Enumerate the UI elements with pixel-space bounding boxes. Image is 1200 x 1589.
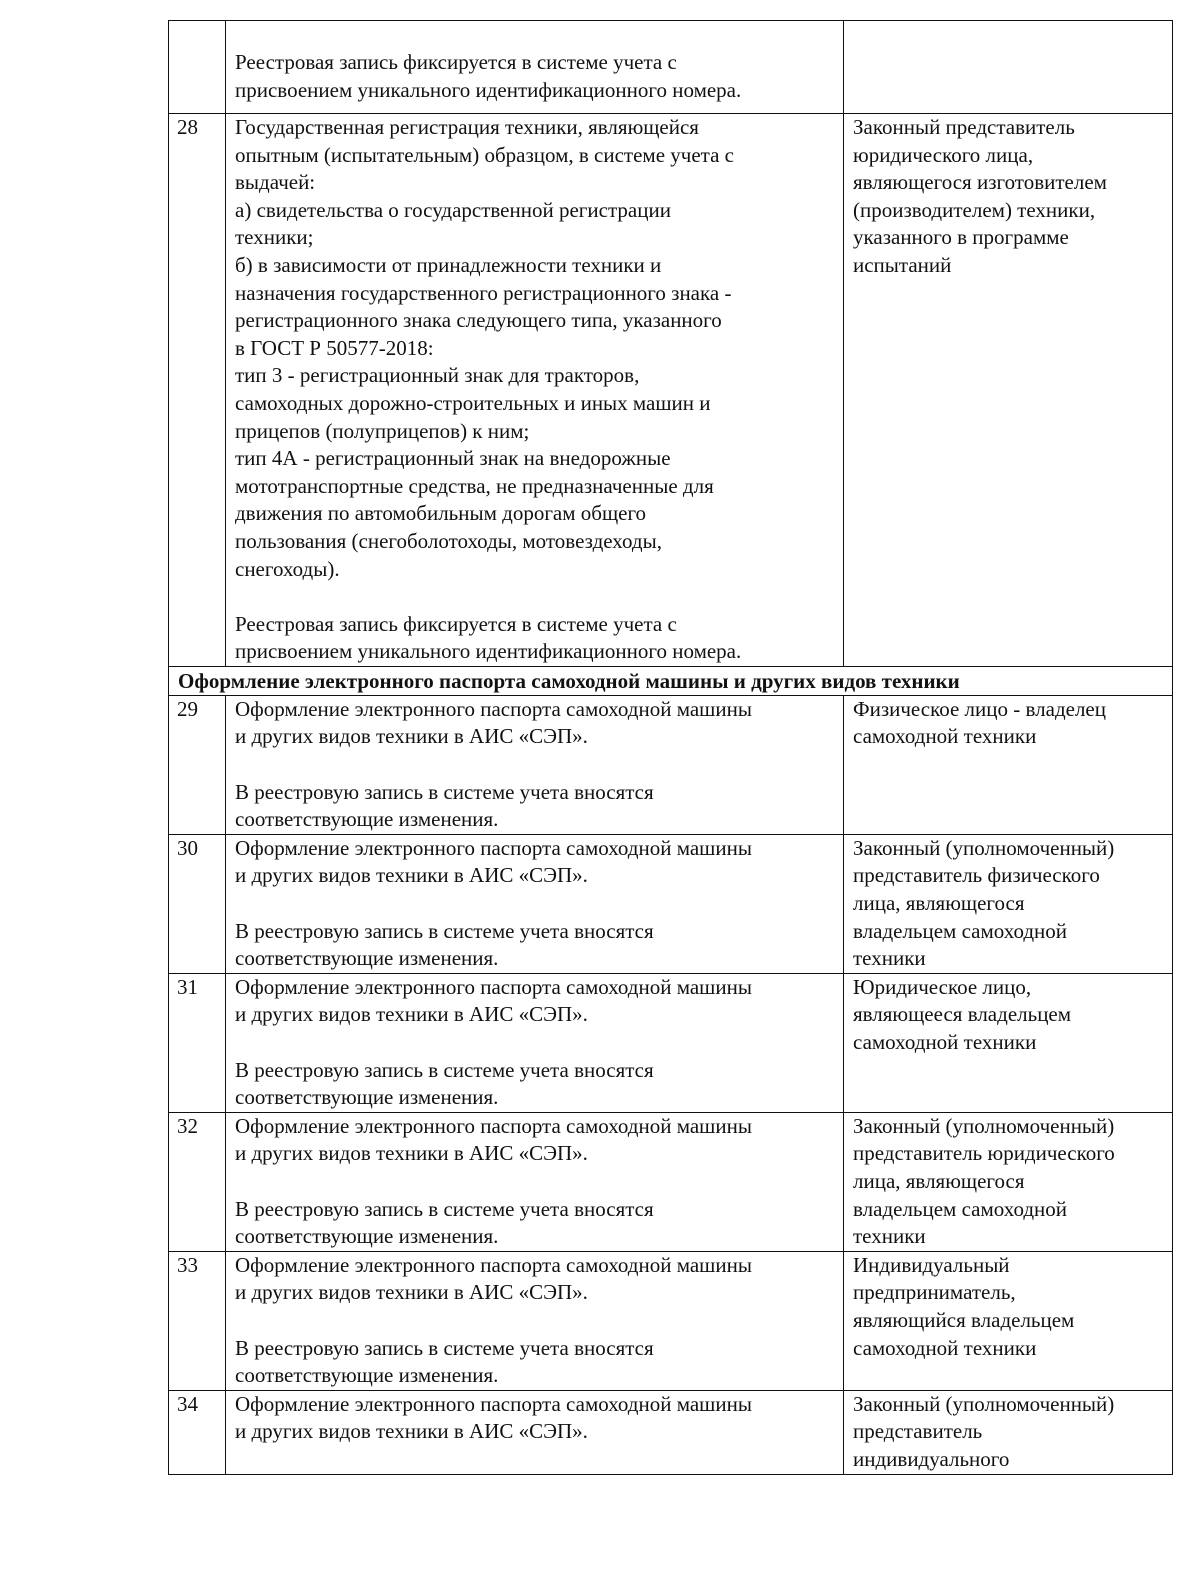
description-line: назначения государственного регистрационного знака - [235,280,732,305]
table-row [169,1390,1173,1474]
applicant-line: являющийся владельцем [853,1308,1075,1333]
applicant-line: испытаний [853,252,952,277]
applicant-line: лица, являющегося [853,1169,1025,1194]
description-cell [226,973,844,1112]
document-page [168,20,1172,1475]
applicant-line: самоходной техники [853,1335,1037,1360]
description-line: Реестровая запись фиксируется в системе учета с [235,50,677,74]
applicant-line: самоходной техники [853,724,1037,749]
description-line: Оформление электронного паспорта самоходной машины [235,1252,752,1277]
description-line: Оформление электронного паспорта самоходной машины [235,696,752,721]
description-line: а) свидетельства о государственной регистрации [235,197,671,222]
applicant-line: представитель юридического [853,1141,1115,1166]
applicant-line: представитель [853,1419,983,1444]
applicant-cell [844,1112,1173,1251]
row-number-cell: 28 [169,114,226,667]
description-line: Оформление электронного паспорта самоходной машины [235,1113,752,1138]
section-header-row [169,666,1173,695]
section-title: Оформление электронного паспорта самоходной машины и других видов техники [169,666,1173,695]
description-line: самоходных дорожно-строительных и иных машин и [235,390,711,415]
applicant-cell [844,1390,1173,1474]
description-line: тип 3 - регистрационный знак для тракторов, [235,363,640,388]
applicant-line: техники [853,1224,926,1249]
note-line: соответствующие изменения. [235,1085,499,1110]
note-line: присвоением уникального идентификационного номера. [235,639,742,664]
description-line: Государственная регистрация техники, являющейся [235,115,699,139]
applicant-line: владельцем самоходной [853,918,1068,943]
table-row [169,114,1173,667]
table-row [169,1112,1173,1251]
description-line: в ГОСТ Р 50577-2018: [235,335,434,360]
description-line: регистрационного знака следующего типа, указанного [235,308,722,333]
applicant-line: владельцем самоходной [853,1196,1068,1221]
description-line: Оформление электронного паспорта самоходной машины [235,835,752,860]
description-line: присвоением уникального идентификационного номера. [235,77,742,102]
note-line: соответствующие изменения. [235,946,499,971]
applicant-line: являющееся владельцем [853,1002,1072,1027]
table-row [169,1251,1173,1390]
row-number-cell: 30 [169,834,226,973]
description-cell [226,695,844,834]
description-cell [226,114,844,667]
applicant-line: Законный представитель [853,115,1075,139]
applicant-cell [844,21,1173,114]
description-line: пользования (снегоболотоходы, мотовездеходы, [235,528,662,553]
note-line: В реестровую запись в системе учета вносятся [235,918,654,943]
applicant-line: Законный (уполномоченный) [853,1113,1115,1138]
description-line: опытным (испытательным) образцом, в системе учета с [235,142,734,167]
applicant-line: лица, являющегося [853,891,1025,916]
applicant-cell [844,695,1173,834]
applicant-line: техники [853,946,926,971]
description-line: мототранспортные средства, не предназначенные для [235,473,714,498]
table-row [169,695,1173,834]
applicant-line: Юридическое лицо, [853,974,1032,999]
applicant-line: (производителем) техники, [853,197,1096,222]
table-row [169,21,1173,114]
row-number-cell: 32 [169,1112,226,1251]
description-line: тип 4А - регистрационный знак на внедорожные [235,446,671,471]
applicant-line: юридического лица, [853,142,1034,167]
description-line: выдачей: [235,170,316,195]
applicant-cell [844,114,1173,667]
row-number-cell: 34 [169,1390,226,1474]
description-line: Оформление электронного паспорта самоходной машины [235,974,752,999]
description-line: прицепов (полуприцепов) к ним; [235,418,530,443]
note-line: соответствующие изменения. [235,1363,499,1388]
note-line: В реестровую запись в системе учета вносятся [235,1057,654,1082]
note-line: соответствующие изменения. [235,807,499,832]
description-line: и других видов техники в АИС «СЭП». [235,724,588,749]
note-line: Реестровая запись фиксируется в системе учета с [235,611,677,636]
table-row [169,834,1173,973]
note-line: В реестровую запись в системе учета вносятся [235,1335,654,1360]
applicant-line: являющегося изготовителем [853,170,1107,195]
note-line: соответствующие изменения. [235,1224,499,1249]
applicant-line: индивидуального [853,1447,1010,1472]
note-line: В реестровую запись в системе учета вносятся [235,1196,654,1221]
description-line: техники; [235,225,314,250]
row-number-cell: 33 [169,1251,226,1390]
applicant-cell [844,973,1173,1112]
description-line: Оформление электронного паспорта самоходной машины [235,1391,752,1416]
description-line: б) в зависимости от принадлежности техники и [235,252,662,277]
applicant-line: Законный (уполномоченный) [853,835,1115,860]
applicant-line: указанного в программе [853,225,1069,250]
applicant-line: Физическое лицо - владелец [853,696,1106,721]
description-line: и других видов техники в АИС «СЭП». [235,1141,588,1166]
description-line: и других видов техники в АИС «СЭП». [235,1002,588,1027]
services-table [168,20,1173,1475]
applicant-line: представитель физического [853,863,1100,888]
description-cell [226,1251,844,1390]
applicant-cell [844,834,1173,973]
applicant-line: самоходной техники [853,1030,1037,1055]
applicant-line: предприниматель, [853,1280,1016,1305]
row-number-cell: 29 [169,695,226,834]
description-line: и других видов техники в АИС «СЭП». [235,1419,588,1444]
note-line: В реестровую запись в системе учета вносятся [235,779,654,804]
applicant-line: Законный (уполномоченный) [853,1391,1115,1416]
row-number-cell [169,21,226,114]
row-number-cell: 31 [169,973,226,1112]
description-line: движения по автомобильным дорогам общего [235,501,647,526]
description-line: и других видов техники в АИС «СЭП». [235,863,588,888]
description-cell [226,1390,844,1474]
applicant-line: Индивидуальный [853,1252,1010,1277]
description-line: снегоходы). [235,556,340,581]
description-cell [226,834,844,973]
description-line: и других видов техники в АИС «СЭП». [235,1280,588,1305]
description-cell [226,1112,844,1251]
description-cell [226,21,844,114]
applicant-cell [844,1251,1173,1390]
table-row [169,973,1173,1112]
